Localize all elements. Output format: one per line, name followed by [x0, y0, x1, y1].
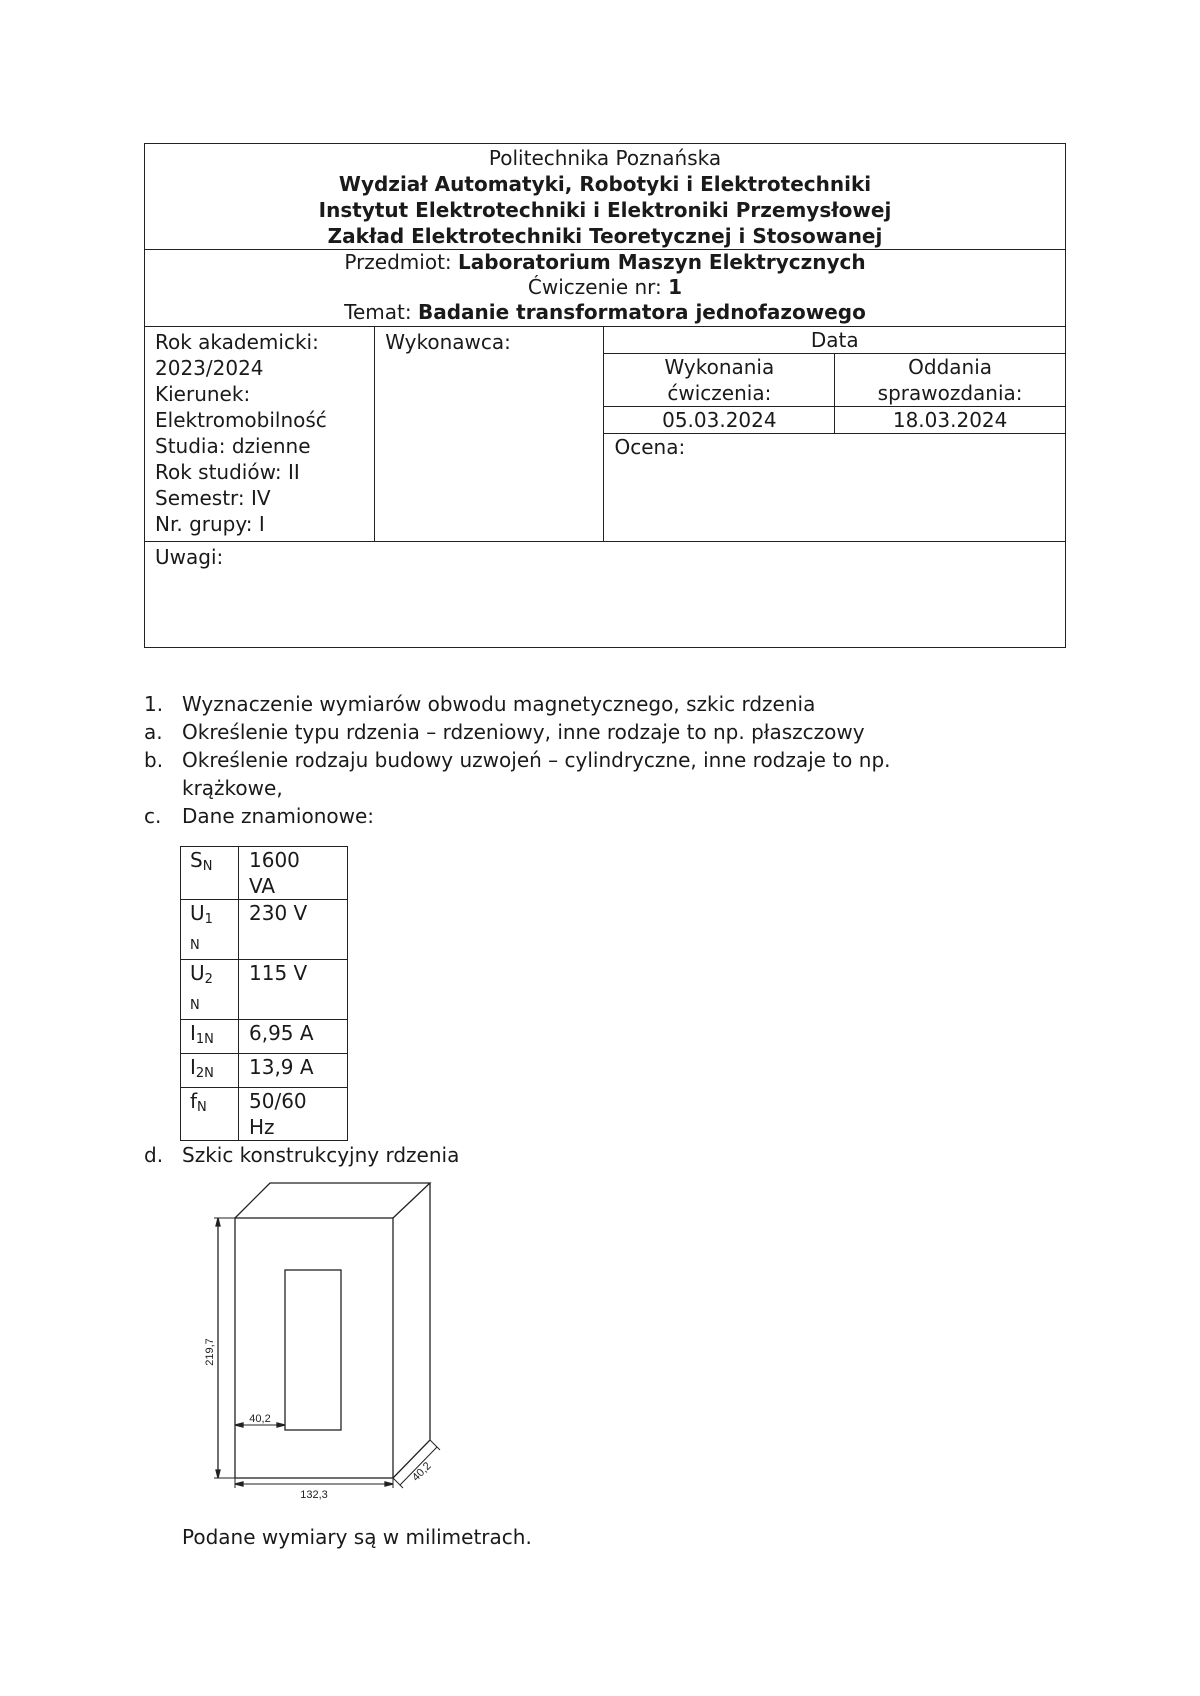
- info-line: Rok akademicki:: [155, 330, 319, 354]
- list-item: b. Określenie rodzaju budowy uzwojeń – cylindryczne, inne rodzaje to np. krążkowe,: [144, 748, 891, 800]
- remarks-label: Uwagi:: [155, 545, 224, 569]
- done-date-value: 05.03.2024: [604, 407, 834, 434]
- info-line: 2023/2024: [155, 356, 264, 380]
- width-dimension-label: 132,3: [300, 1489, 328, 1501]
- student-info-cell: [145, 327, 375, 542]
- date-grade-cell: [604, 327, 1066, 542]
- table-row: $I_{2N}$ 13,9 A: [181, 1054, 348, 1088]
- date-header: Data: [604, 327, 1065, 354]
- info-line: Semestr: IV: [155, 486, 271, 510]
- depth-dimension-label: 40,2: [410, 1460, 434, 1484]
- remarks-cell: [145, 542, 1066, 648]
- sketch-title: Szkic konstrukcyjny rdzenia: [182, 1143, 460, 1167]
- grade-label: Ocena:: [614, 435, 686, 459]
- list-item: 1. Wyznaczenie wymiarów obwodu magnetycznego, szkic rdzenia: [144, 692, 816, 716]
- height-dimension-label: 219,7: [204, 1338, 216, 1366]
- info-line: Rok studiów: II: [155, 460, 300, 484]
- course-cell: [145, 250, 1066, 327]
- done-date-label: Wykonania ćwiczenia:: [604, 354, 834, 407]
- exercise-line: Ćwiczenie nr: 1: [527, 275, 683, 299]
- window-offset-dimension-label: 40,2: [249, 1413, 271, 1425]
- submitted-date-label: Oddania sprawozdania:: [835, 354, 1065, 407]
- university-name: Politechnika Poznańska: [488, 146, 722, 170]
- topic-line: Temat: Badanie transformatora jednofazowego: [344, 300, 866, 324]
- performer-cell: [375, 327, 604, 542]
- faculty-name: Wydział Automatyki, Robotyki i Elektrotechniki: [338, 172, 872, 196]
- list-item: a. Określenie typu rdzenia – rdzeniowy, inne rodzaje to np. płaszczowy: [144, 720, 865, 744]
- info-line: Nr. grupy: I: [155, 512, 265, 536]
- exercise-number: 1: [668, 275, 683, 299]
- date-table: [604, 327, 1065, 434]
- report-header-table: [144, 143, 1066, 648]
- topic-value: Badanie transformatora jednofazowego: [417, 300, 866, 324]
- table-row: $f_N$ 50/60 Hz: [181, 1088, 348, 1141]
- core-front-face: [235, 1218, 393, 1478]
- core-window: [285, 1270, 341, 1430]
- table-row: $S_N$ 1600 VA: [181, 847, 348, 900]
- info-line: Kierunek:: [155, 382, 251, 406]
- performer-label: Wykonawca:: [385, 330, 511, 354]
- info-line: Elektromobilność: [155, 408, 327, 432]
- list-item: d. Szkic konstrukcyjny rdzenia: [144, 1143, 460, 1167]
- rated-data-table: [180, 846, 348, 1141]
- table-row: $U_1$ N 230 V: [181, 900, 348, 960]
- institution-cell: [145, 144, 1066, 250]
- units-note: Podane wymiary są w milimetrach.: [182, 1525, 532, 1549]
- list-item: c. Dane znamionowe:: [144, 804, 375, 828]
- institute-name: Instytut Elektrotechniki i Elektroniki Przemysłowej: [318, 198, 892, 222]
- core-side-face: [393, 1183, 430, 1478]
- core-sketch: [200, 1178, 460, 1508]
- info-line: Studia: dzienne: [155, 434, 311, 458]
- subject-line: Przedmiot: Laboratorium Maszyn Elektrycznych: [344, 250, 866, 274]
- table-row: $I_{1N}$ 6,95 A: [181, 1020, 348, 1054]
- subject-value: Laboratorium Maszyn Elektrycznych: [458, 250, 866, 274]
- core-top-face: [235, 1183, 430, 1218]
- table-row: $U_2$ N 115 V: [181, 960, 348, 1020]
- department-name: Zakład Elektrotechniki Teoretycznej i Stosowanej: [327, 224, 883, 248]
- submitted-date-value: 18.03.2024: [835, 407, 1065, 434]
- task-list: [144, 690, 1044, 830]
